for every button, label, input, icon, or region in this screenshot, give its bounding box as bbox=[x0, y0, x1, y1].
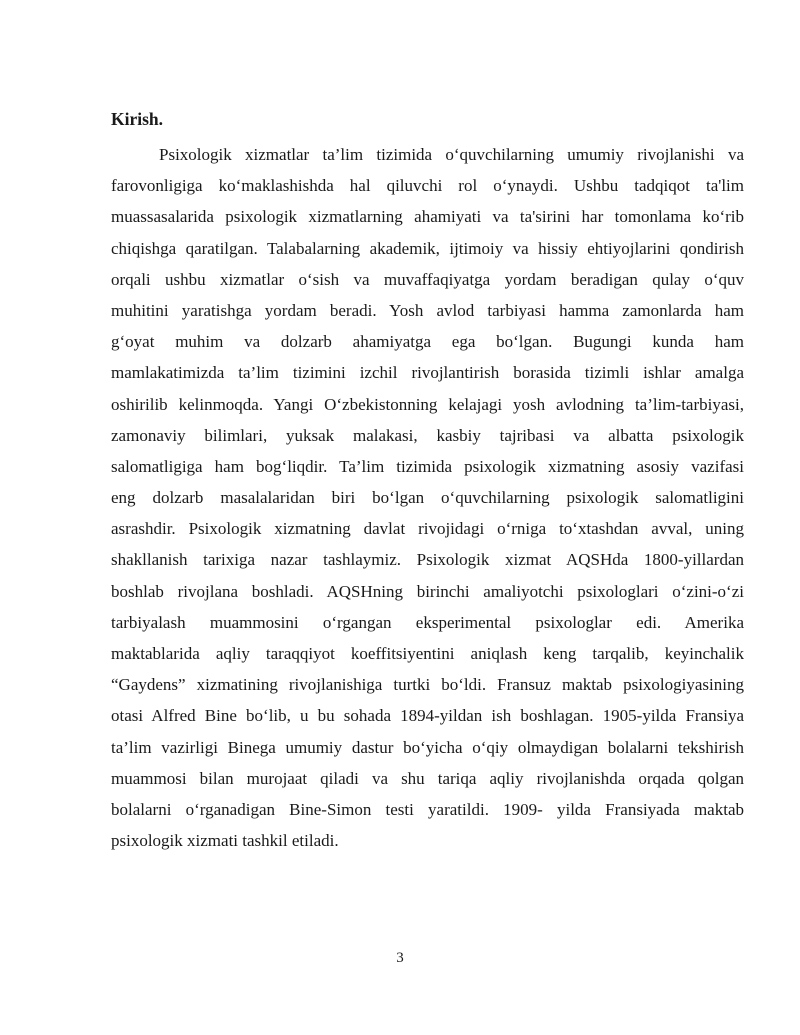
paragraph-line: bolalarni o‘rganadigan Bine-Simon testi yaratildi. 1909- yilda Fransiyada maktab bbox=[111, 799, 744, 819]
paragraph-line: Psixologik xizmatlar ta’lim tizimida o‘quvchilarning umumiy rivojlanishi va bbox=[159, 145, 744, 164]
paragraph-line: eng dolzarb masalalaridan biri bo‘lgan o‘quvchilarning psixologik salomatligini bbox=[111, 488, 744, 508]
paragraph-line: muhitini yaratishga yordam beradi. Yosh avlod tarbiyasi hamma zamonlarda ham bbox=[111, 300, 744, 320]
paragraph-line: psixologik xizmati tashkil etiladi. bbox=[111, 831, 339, 851]
paragraph-line: muassasalarida psixologik xizmatlarning ahamiyati va ta'sirini har tomonlama ko‘rib bbox=[111, 207, 744, 227]
paragraph-line: farovonligiga ko‘maklashishda hal qiluvchi rol o‘ynaydi. Ushbu tadqiqot ta'lim bbox=[111, 176, 744, 196]
paragraph-line: “Gaydens” xizmatining rivojlanishiga turtki bo‘ldi. Fransuz maktab psixologiyasining bbox=[111, 675, 744, 695]
page-number: 3 bbox=[396, 950, 404, 966]
paragraph-line: mamlakatimizda ta’lim tizimini izchil rivojlantirish borasida tizimli ishlar amalga bbox=[111, 363, 744, 383]
paragraph-line: salomatligiga ham bog‘liqdir. Ta’lim tizimida psixologik xizmatning asosiy vazifasi bbox=[111, 456, 744, 476]
paragraph-line: g‘oyat muhim va dolzarb ahamiyatga ega bo‘lgan. Bugungi kunda ham bbox=[111, 332, 744, 352]
paragraph-line: orqali ushbu xizmatlar o‘sish va muvaffaqiyatga yordam beradigan qulay o‘quv bbox=[111, 269, 744, 289]
paragraph-line: muammosi bilan murojaat qiladi va shu tariqa aqliy rivojlanishda orqada qolgan bbox=[111, 768, 744, 788]
paragraph-line: zamonaviy bilimlari, yuksak malakasi, kasbiy tajribasi va albatta psixologik bbox=[111, 425, 744, 445]
paragraph-line: otasi Alfred Bine bo‘lib, u bu sohada 1894-yildan ish boshlagan. 1905-yilda Fransiya bbox=[111, 706, 744, 726]
paragraph-line: ta’lim vazirligi Binega umumiy dastur bo‘yicha o‘qiy olmaydigan bolalarni tekshirish bbox=[111, 737, 744, 757]
paragraph-line: maktablarida aqliy taraqqiyot koeffitsiyentini aniqlash keng tarqalib, keyinchalik bbox=[111, 644, 744, 663]
paragraph-line: boshlab rivojlana boshladi. AQSHning birinchi amaliyotchi psixologlari o‘zini-o‘zi bbox=[111, 581, 744, 601]
paragraph-line: oshirilib kelinmoqda. Yangi O‘zbekistonning kelajagi yosh avlodning ta’lim-tarbiyasi, bbox=[111, 394, 744, 414]
paragraph-line: tarbiyalash muammosini o‘rgangan eksperimental psixologlar edi. Amerika bbox=[111, 612, 744, 632]
body-paragraph bbox=[111, 139, 744, 856]
paragraph-line: shakllanish tarixiga nazar tashlaymiz. Psixologik xizmat AQSHda 1800-yillardan bbox=[111, 550, 744, 570]
paragraph-line: asrashdir. Psixologik xizmatning davlat rivojidagi o‘rniga to‘xtashdan avval, uning bbox=[111, 519, 744, 539]
section-heading: Kirish. bbox=[111, 109, 164, 129]
paragraph-line: chiqishga qaratilgan. Talabalarning akademik, ijtimoiy va hissiy ehtiyojlarini qondirish bbox=[111, 238, 744, 258]
